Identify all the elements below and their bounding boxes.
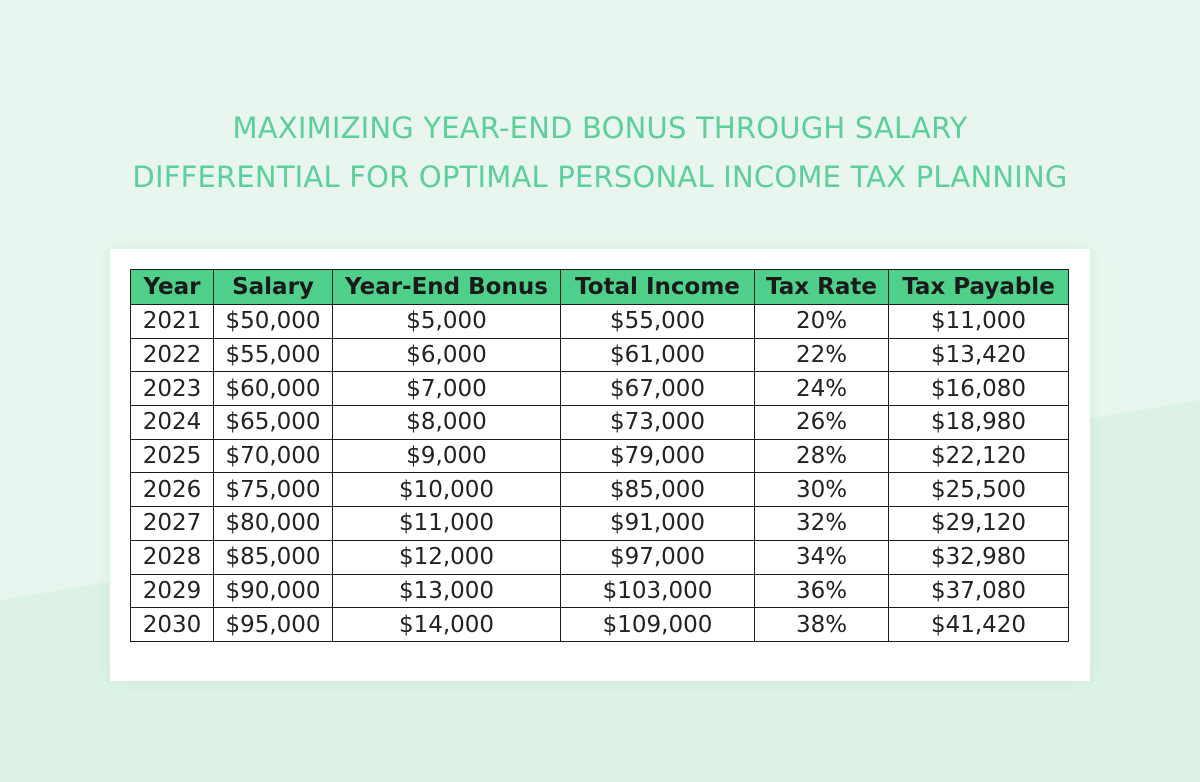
table-row — [131, 338, 1069, 372]
cell-year-end-bonus: $11,000 — [333, 507, 561, 541]
cell-tax-payable: $13,420 — [889, 338, 1069, 372]
cell-tax-rate: 30% — [755, 473, 889, 507]
cell-year-end-bonus: $7,000 — [333, 372, 561, 406]
header-year: Year — [131, 270, 214, 305]
cell-tax-rate: 32% — [755, 507, 889, 541]
cell-total-income: $91,000 — [561, 507, 755, 541]
cell-total-income: $103,000 — [561, 574, 755, 608]
cell-tax-payable: $22,120 — [889, 439, 1069, 473]
cell-tax-payable: $18,980 — [889, 406, 1069, 440]
cell-year: 2023 — [131, 372, 214, 406]
cell-tax-rate: 26% — [755, 406, 889, 440]
cell-year-end-bonus: $9,000 — [333, 439, 561, 473]
table-row — [131, 574, 1069, 608]
cell-tax-rate: 22% — [755, 338, 889, 372]
cell-salary: $85,000 — [214, 540, 333, 574]
table-row — [131, 372, 1069, 406]
cell-total-income: $67,000 — [561, 372, 755, 406]
cell-year: 2029 — [131, 574, 214, 608]
cell-tax-payable: $37,080 — [889, 574, 1069, 608]
cell-year-end-bonus: $6,000 — [333, 338, 561, 372]
header-year-end-bonus: Year-End Bonus — [333, 270, 561, 305]
cell-tax-rate: 36% — [755, 574, 889, 608]
cell-tax-rate: 38% — [755, 608, 889, 642]
cell-total-income: $79,000 — [561, 439, 755, 473]
cell-salary: $95,000 — [214, 608, 333, 642]
page-title-line-2: DIFFERENTIAL FOR OPTIMAL PERSONAL INCOME TAX PLANNING — [132, 160, 1068, 194]
cell-salary: $80,000 — [214, 507, 333, 541]
table-row — [131, 473, 1069, 507]
cell-year-end-bonus: $10,000 — [333, 473, 561, 507]
cell-total-income: $73,000 — [561, 406, 755, 440]
cell-total-income: $85,000 — [561, 473, 755, 507]
cell-tax-rate: 20% — [755, 305, 889, 339]
cell-tax-rate: 24% — [755, 372, 889, 406]
cell-tax-payable: $32,980 — [889, 540, 1069, 574]
cell-total-income: $109,000 — [561, 608, 755, 642]
header-total-income: Total Income — [561, 270, 755, 305]
cell-year-end-bonus: $13,000 — [333, 574, 561, 608]
header-tax-rate: Tax Rate — [755, 270, 889, 305]
cell-tax-payable: $25,500 — [889, 473, 1069, 507]
table-row — [131, 439, 1069, 473]
cell-tax-payable: $11,000 — [889, 305, 1069, 339]
cell-salary: $65,000 — [214, 406, 333, 440]
cell-salary: $50,000 — [214, 305, 333, 339]
cell-tax-payable: $41,420 — [889, 608, 1069, 642]
tax-table — [130, 269, 1069, 642]
cell-year-end-bonus: $12,000 — [333, 540, 561, 574]
cell-year: 2028 — [131, 540, 214, 574]
header-tax-payable: Tax Payable — [889, 270, 1069, 305]
cell-year: 2021 — [131, 305, 214, 339]
cell-salary: $75,000 — [214, 473, 333, 507]
cell-salary: $70,000 — [214, 439, 333, 473]
cell-year: 2027 — [131, 507, 214, 541]
cell-year: 2024 — [131, 406, 214, 440]
cell-tax-rate: 34% — [755, 540, 889, 574]
table-header-row — [131, 270, 1069, 305]
cell-total-income: $97,000 — [561, 540, 755, 574]
cell-tax-payable: $16,080 — [889, 372, 1069, 406]
cell-tax-rate: 28% — [755, 439, 889, 473]
cell-salary: $90,000 — [214, 574, 333, 608]
cell-tax-payable: $29,120 — [889, 507, 1069, 541]
header-salary: Salary — [214, 270, 333, 305]
cell-year-end-bonus: $8,000 — [333, 406, 561, 440]
table-row — [131, 305, 1069, 339]
cell-total-income: $61,000 — [561, 338, 755, 372]
cell-year-end-bonus: $14,000 — [333, 608, 561, 642]
cell-salary: $55,000 — [214, 338, 333, 372]
table-row — [131, 406, 1069, 440]
table-row — [131, 507, 1069, 541]
cell-year: 2030 — [131, 608, 214, 642]
page-title — [0, 104, 1200, 202]
table-row — [131, 540, 1069, 574]
page-title-line-1: MAXIMIZING YEAR-END BONUS THROUGH SALARY — [232, 111, 968, 145]
cell-total-income: $55,000 — [561, 305, 755, 339]
table-row — [131, 608, 1069, 642]
cell-year: 2026 — [131, 473, 214, 507]
cell-year: 2022 — [131, 338, 214, 372]
cell-salary: $60,000 — [214, 372, 333, 406]
cell-year-end-bonus: $5,000 — [333, 305, 561, 339]
cell-year: 2025 — [131, 439, 214, 473]
